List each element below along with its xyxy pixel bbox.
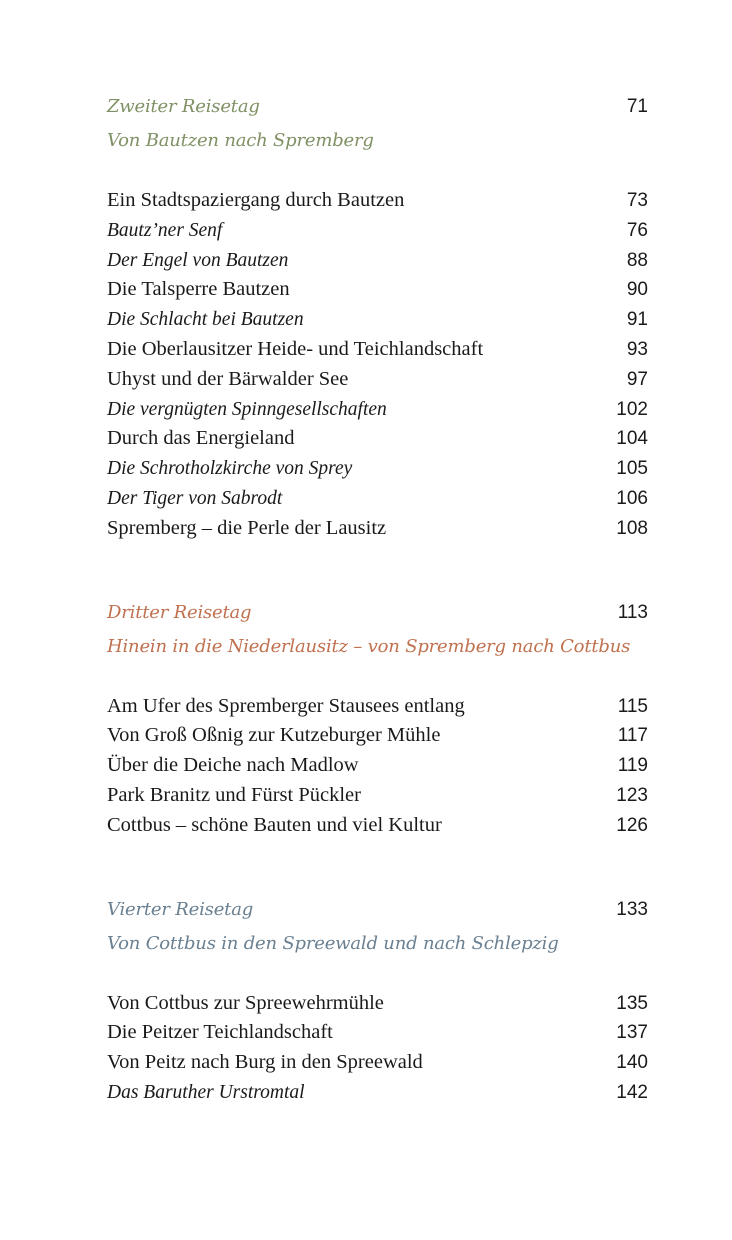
entry-title: Die Schlacht bei Bautzen	[107, 309, 304, 331]
entry-title: Park Branitz und Fürst Pückler	[107, 783, 361, 806]
entry-page-number: 97	[626, 368, 648, 390]
section-heading	[107, 899, 648, 959]
entry-page-number: 93	[626, 338, 648, 360]
toc-entry	[107, 395, 648, 425]
toc-entry	[107, 1048, 648, 1078]
entry-page-number: 119	[617, 755, 648, 777]
toc-entry	[107, 305, 648, 335]
section-title: Zweiter Reisetag	[107, 96, 260, 117]
toc-entry	[107, 335, 648, 365]
entry-title: Durch das Energieland	[107, 427, 295, 450]
entry-title: Von Groß Oßnig zur Kutzeburger Mühle	[107, 724, 441, 747]
entry-title: Der Tiger von Sabrodt	[107, 487, 283, 509]
entry-title: Ein Stadtspaziergang durch Bautzen	[107, 189, 405, 211]
table-of-contents	[107, 96, 648, 1108]
section-heading	[107, 602, 648, 662]
toc-entry	[107, 424, 648, 454]
entry-title: Die Oberlausitzer Heide- und Teichlandschaft	[107, 337, 484, 360]
entry-page-number: 126	[616, 814, 648, 836]
entry-page-number: 142	[616, 1081, 648, 1103]
entry-page-number: 88	[626, 249, 648, 271]
section-page-number: 133	[616, 898, 648, 920]
entry-title: Die Schrotholzkirche von Sprey	[107, 458, 353, 480]
toc-section	[107, 602, 648, 841]
entry-page-number: 108	[616, 517, 648, 539]
toc-entry	[107, 216, 648, 246]
entry-page-number: 137	[616, 1022, 648, 1044]
toc-entry	[107, 246, 648, 276]
entry-page-number: 106	[616, 487, 648, 509]
toc-entry	[107, 989, 648, 1019]
section-heading-row	[107, 602, 648, 632]
toc-entry	[107, 1078, 648, 1108]
toc-entry	[107, 275, 648, 305]
entry-page-number: 73	[626, 190, 648, 211]
entry-title: Spremberg – die Perle der Lausitz	[107, 516, 387, 539]
section-page-number: 71	[626, 96, 648, 117]
section-heading-row	[107, 899, 648, 929]
section-title: Vierter Reisetag	[107, 898, 254, 920]
entry-title: Cottbus – schöne Bauten und viel Kultur	[107, 813, 442, 836]
toc-entry	[107, 751, 648, 781]
entry-title: Von Cottbus zur Spreewehrmühle	[107, 991, 384, 1014]
toc-entry	[107, 781, 648, 811]
section-title: Dritter Reisetag	[107, 601, 252, 623]
entry-title: Das Baruther Urstromtal	[107, 1081, 305, 1103]
entry-title: Die Peitzer Teichlandschaft	[107, 1021, 333, 1044]
toc-entry	[107, 721, 648, 751]
entry-page-number: 76	[626, 219, 648, 241]
toc-section	[107, 96, 648, 544]
section-subtitle: Von Bautzen nach Spremberg	[107, 130, 374, 151]
section-subtitle: Hinein in die Niederlausitz – von Spremberg nach Cottbus	[107, 635, 631, 657]
toc-entry	[107, 811, 648, 841]
entry-page-number: 117	[617, 725, 648, 747]
entry-page-number: 135	[616, 992, 648, 1014]
entry-title: Der Engel von Bautzen	[107, 249, 289, 271]
entry-page-number: 115	[617, 695, 648, 717]
entry-page-number: 104	[616, 428, 648, 450]
entry-page-number: 123	[616, 784, 648, 806]
entry-page-number: 90	[626, 279, 648, 301]
entry-page-number: 91	[626, 309, 648, 331]
entry-title: Bautz’ner Senf	[107, 219, 223, 241]
toc-entry	[107, 365, 648, 395]
entry-page-number: 102	[616, 398, 648, 420]
section-heading-row	[107, 96, 648, 126]
entry-title: Die vergnügten Spinngesellschaften	[107, 398, 387, 420]
toc-entry	[107, 1018, 648, 1048]
entry-title: Am Ufer des Spremberger Stausees entlang	[107, 694, 465, 717]
section-heading	[107, 96, 648, 156]
section-subtitle: Von Cottbus in den Spreewald und nach Schlepzig	[107, 932, 559, 954]
toc-entry	[107, 186, 648, 216]
section-page-number: 113	[617, 601, 648, 623]
toc-entry	[107, 692, 648, 722]
entry-title: Über die Deiche nach Madlow	[107, 754, 359, 777]
toc-entry	[107, 454, 648, 484]
entry-page-number: 140	[616, 1052, 648, 1074]
toc-entry	[107, 514, 648, 544]
toc-section	[107, 899, 648, 1108]
entry-title: Uhyst und der Bärwalder See	[107, 367, 349, 390]
entry-title: Von Peitz nach Burg in den Spreewald	[107, 1051, 423, 1074]
entry-title: Die Talsperre Bautzen	[107, 278, 290, 301]
entry-page-number: 105	[616, 458, 648, 480]
toc-entry	[107, 484, 648, 514]
